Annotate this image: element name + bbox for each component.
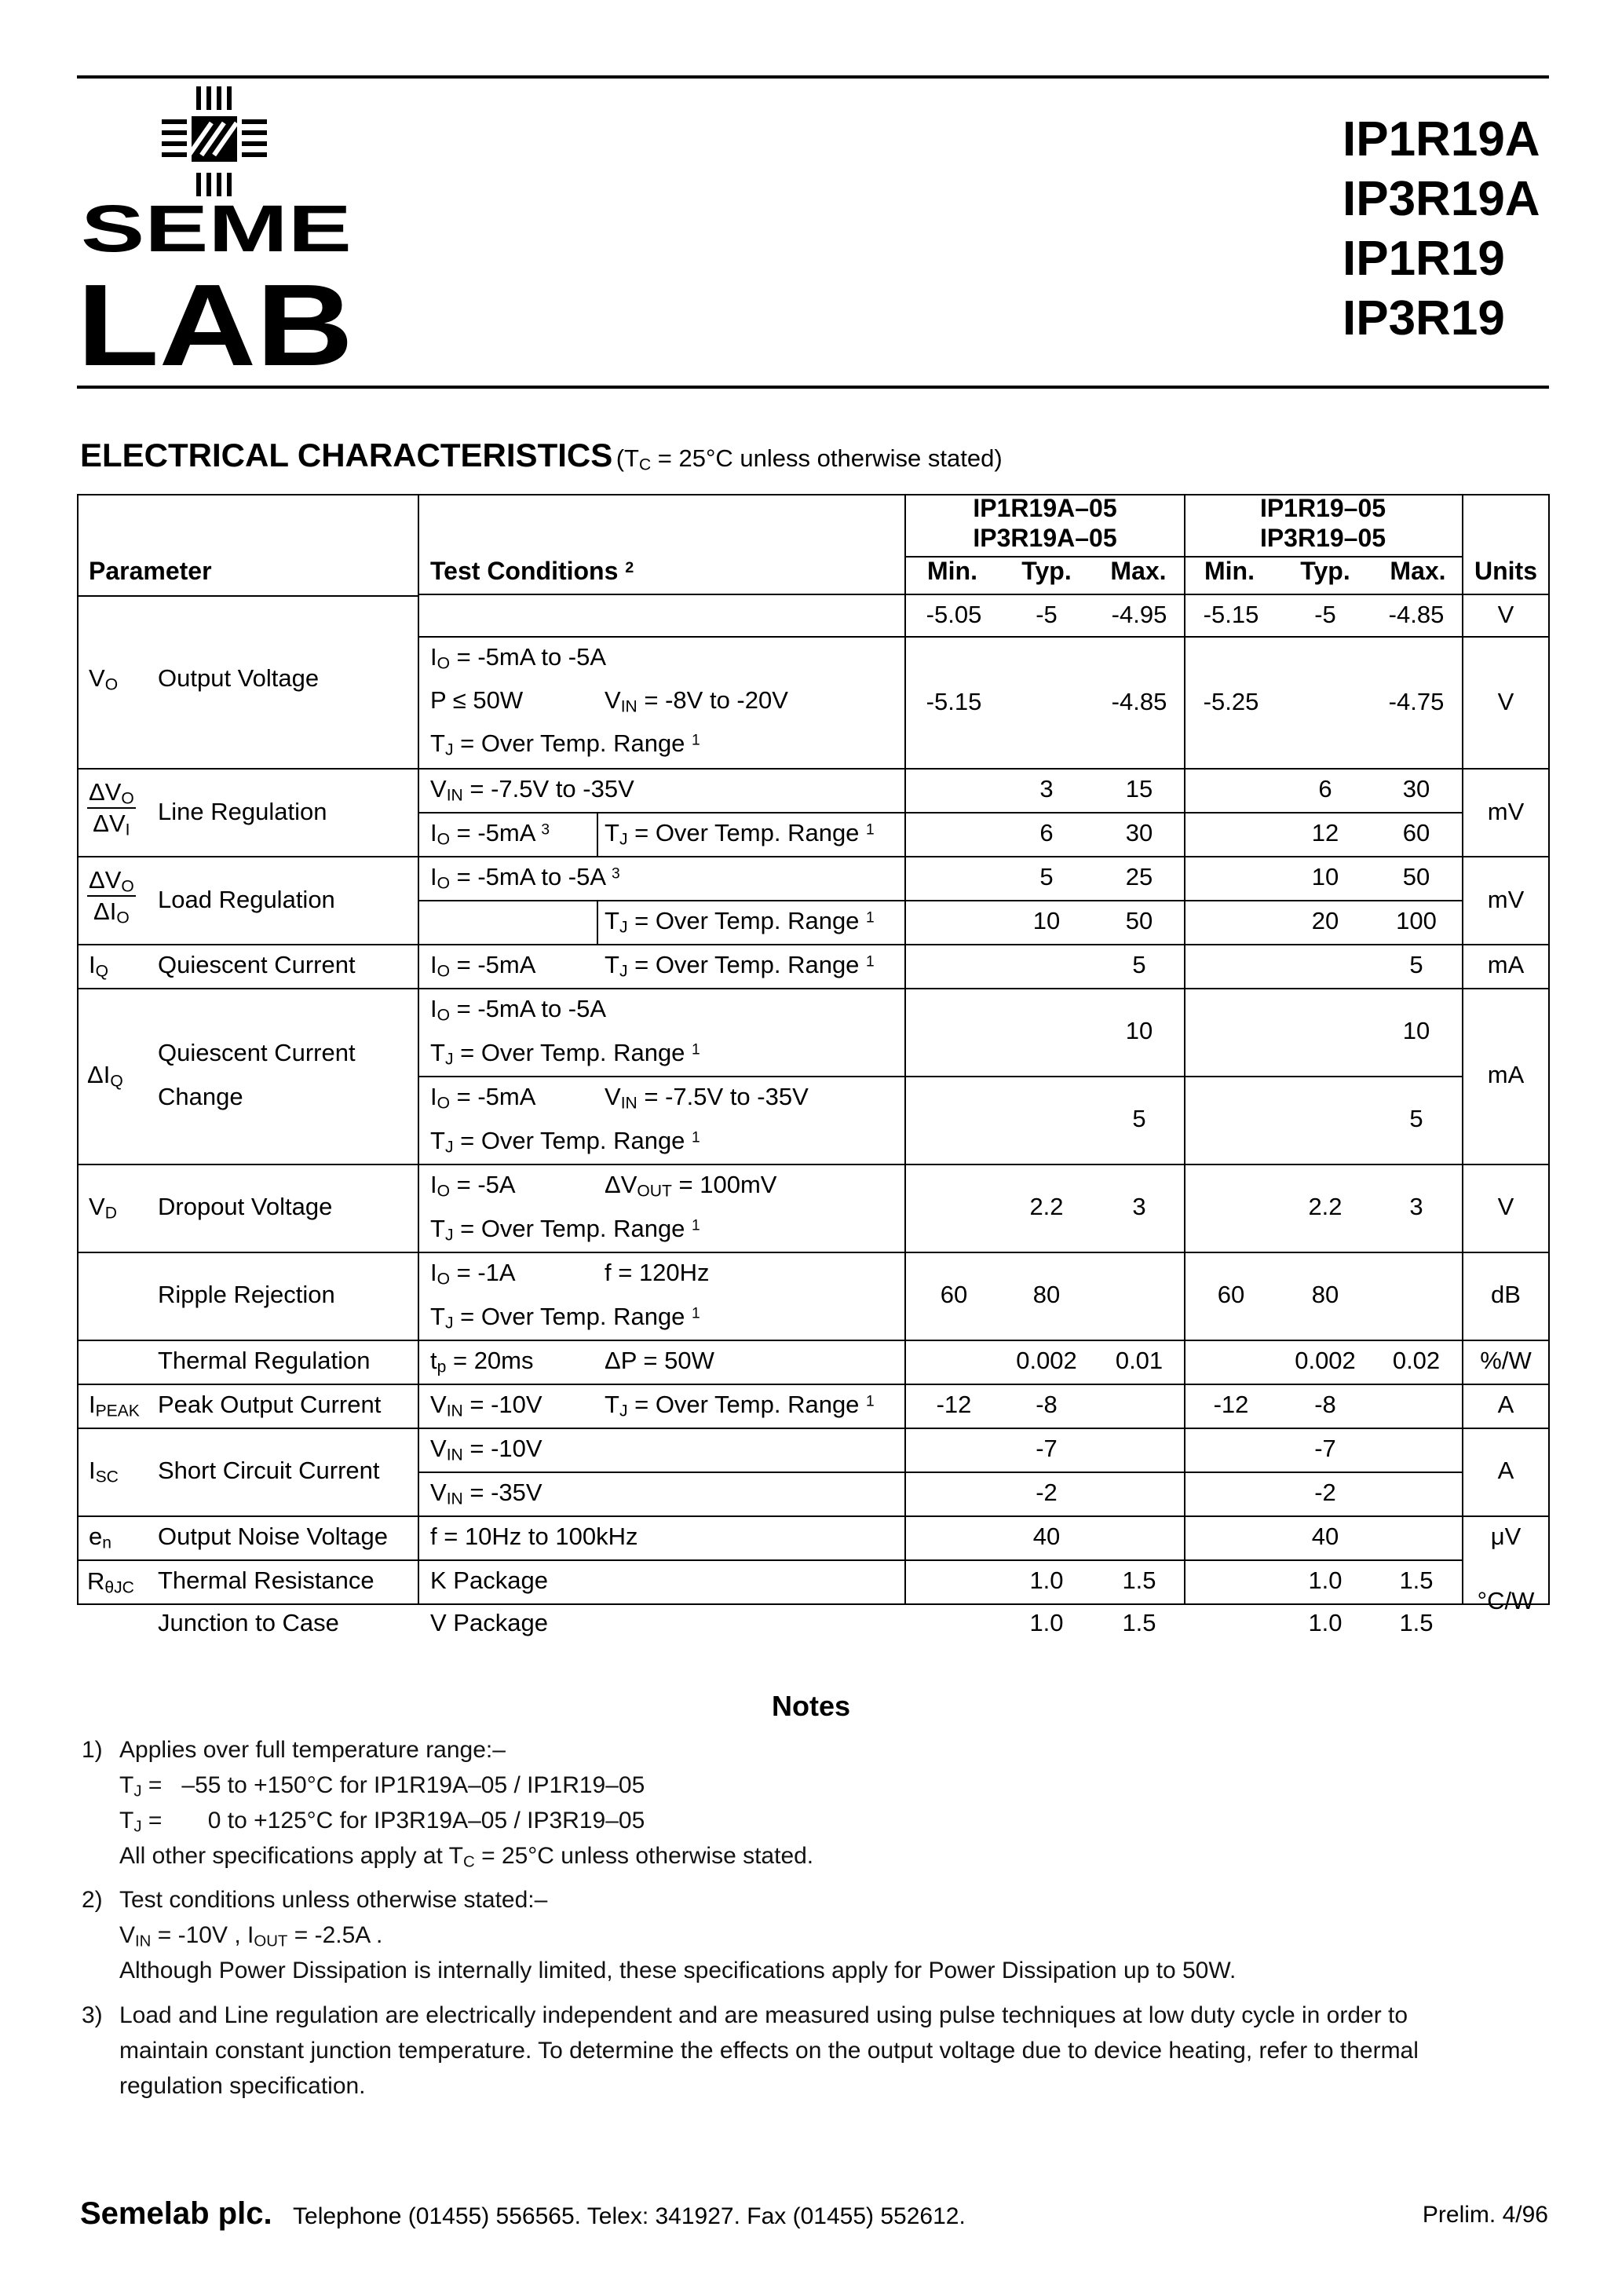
table-cell: 50 (1125, 907, 1153, 934)
header-test-conditions: Test Conditions $^2$ (430, 557, 634, 585)
table-cell: 1.5 (1399, 1609, 1434, 1636)
test-condition: $I_O = -5mA$ (430, 951, 536, 981)
table-cell: -7 (1314, 1435, 1336, 1462)
table-cell: -4.95 (1111, 601, 1167, 628)
test-condition: $T_J$ = Over Temp. Range $^1$ (430, 1215, 700, 1245)
table-rule (418, 636, 1550, 638)
table-cell: -2 (1036, 1479, 1058, 1506)
param-name: Short Circuit Current (158, 1457, 380, 1484)
table-rule (77, 1384, 1550, 1385)
note-1: 1) Applies over full temperature range:– $T_J = -55$ to +150°C for IP1R19A–05 / IP1R19–05 $T_J$ = 0 to +125°C for IP3R19A–05 / IP3R19–05 All other specifications apply at $T_C = 25^\circ C$ unless otherwise stated. (82, 1737, 814, 1871)
test-condition: $V_{IN} = -35V$ (430, 1479, 542, 1508)
semelab-logo (77, 86, 360, 377)
table-border-right (1548, 494, 1550, 1605)
param-name: Load Regulation (158, 886, 335, 913)
table-cell: 1.0 (1308, 1609, 1343, 1636)
contact-info: Telephone (01455) 556565. Telex: 341927. Fax (01455) 552612. (293, 2203, 966, 2229)
table-rule (77, 944, 1550, 945)
table-cell: -5.05 (926, 601, 982, 628)
param-name: Peak Output Current (158, 1391, 382, 1418)
table-cell: 5 (1039, 863, 1054, 890)
table-cell: 1.0 (1029, 1567, 1064, 1594)
table-cell: 80 (1311, 1281, 1339, 1308)
test-condition: V Package (430, 1609, 548, 1636)
header-parameter: Parameter (89, 557, 212, 585)
test-condition: $I_O = -5mA$ $^3$ (430, 819, 550, 849)
table-cell: -5.15 (926, 688, 982, 715)
table-cell: -5 (1314, 601, 1336, 628)
table-cell: 1.5 (1122, 1609, 1156, 1636)
param-name: Ripple Rejection (158, 1281, 335, 1308)
logo-mark-icon (162, 86, 267, 196)
table-rule (418, 1076, 1462, 1077)
header-min: Min. (1204, 557, 1255, 585)
table-cell: -12 (936, 1391, 972, 1418)
table-rule (1184, 494, 1185, 1605)
table-cell: -2 (1314, 1479, 1336, 1506)
table-cell: -5 (1036, 601, 1058, 628)
table-cell: 40 (1032, 1523, 1061, 1550)
param-name: Junction to Case (158, 1609, 339, 1636)
table-cell: 60 (1217, 1281, 1245, 1308)
logo-text-lab: LAB (77, 261, 354, 377)
test-condition: $T_J$ = Over Temp. Range $^1$ (430, 1127, 700, 1157)
section-heading: ELECTRICAL CHARACTERISTICS (80, 437, 613, 473)
table-rule (904, 494, 906, 1605)
test-condition: $V_{IN} = -7.5V$ to -35V (605, 1083, 809, 1113)
table-cell: 20 (1311, 907, 1339, 934)
param-symbol: $\frac{\Delta V_O}{\Delta V_I}$ (89, 778, 134, 839)
header-typ: Typ. (1021, 557, 1072, 585)
test-condition: $I_O = -5mA$ to -5A $^3$ (430, 863, 620, 893)
part-number: IP1R19 (1343, 232, 1505, 286)
table-rule (418, 594, 1550, 595)
table-cell: °C/W (1477, 1587, 1535, 1614)
header-units: Units (1474, 557, 1537, 585)
table-cell: 0.002 (1295, 1347, 1356, 1374)
notes-title: Notes (771, 1690, 851, 1722)
table-cell: 40 (1311, 1523, 1339, 1550)
table-rule (77, 856, 1550, 857)
param-name: Output Voltage (158, 664, 320, 692)
part-number: IP3R19A (1343, 172, 1540, 226)
table-cell: 3 (1132, 1193, 1146, 1220)
logo-text-seme: SEME (81, 192, 352, 265)
test-condition: $T_J$ = Over Temp. Range $^1$ (605, 819, 875, 849)
table-rule (597, 812, 598, 856)
header-typ: Typ. (1300, 557, 1350, 585)
header-group1-line2: IP3R19A–05 (973, 524, 1117, 552)
param-symbol: $e_n$ (89, 1523, 111, 1552)
table-cell: -4.85 (1388, 601, 1445, 628)
table-rule (77, 1252, 1550, 1253)
table-cell: -5.25 (1203, 688, 1259, 715)
part-numbers (1343, 110, 1540, 349)
table-cell: 1.0 (1029, 1609, 1064, 1636)
table-cell: 10 (1125, 1017, 1153, 1044)
param-symbol: $I_Q$ (89, 951, 109, 981)
test-condition: $V_{IN} = -8V$ to -20V (605, 686, 788, 716)
test-condition: $I_O = -1A$ (430, 1259, 516, 1289)
header-bottom-rule (77, 386, 1549, 389)
test-condition: $I_O = -5mA$ to -5A (430, 995, 607, 1025)
table-cell: 80 (1032, 1281, 1061, 1308)
table-cell: 60 (940, 1281, 968, 1308)
header-group2-line1: IP1R19–05 (1259, 494, 1386, 522)
test-condition: f = 10Hz to 100kHz (430, 1523, 638, 1550)
table-cell: 100 (1396, 907, 1437, 934)
test-condition: $T_J$ = Over Temp. Range $^1$ (430, 1039, 700, 1069)
table-cell: -8 (1036, 1391, 1058, 1418)
test-condition: $V_{IN} = -10V$ (430, 1435, 542, 1464)
table-cell: 1.5 (1122, 1567, 1156, 1594)
param-symbol: $V_D$ (89, 1193, 117, 1223)
table-cell: 5 (1409, 951, 1423, 978)
header-group1-line1: IP1R19A–05 (973, 494, 1117, 522)
table-cell: 10 (1032, 907, 1061, 934)
table-cell: V (1497, 1193, 1514, 1220)
table-cell: -7 (1036, 1435, 1058, 1462)
test-condition: $V_{IN} = -7.5V$ to -35V (430, 775, 634, 805)
table-cell: 3 (1039, 775, 1054, 803)
table-cell: 5 (1409, 1105, 1423, 1132)
table-cell: 12 (1311, 819, 1339, 846)
document-revision: Prelim. 4/96 (1422, 2202, 1548, 2228)
header-group2-line2: IP3R19–05 (1259, 524, 1386, 552)
param-name: Thermal Resistance (158, 1567, 374, 1594)
table-cell: 2.2 (1308, 1193, 1343, 1220)
table-cell: 5 (1132, 1105, 1146, 1132)
table-cell: 0.02 (1392, 1347, 1441, 1374)
table-rule (77, 988, 1550, 989)
param-symbol: $\Delta I_Q$ (87, 1061, 123, 1091)
company-name: Semelab plc. (80, 2196, 272, 2231)
test-condition: $T_J$ = Over Temp. Range $^1$ (430, 729, 700, 759)
table-cell: mV (1487, 798, 1525, 825)
param-symbol: $\frac{\Delta V_O}{\Delta I_O}$ (89, 866, 134, 927)
table-rule (77, 1164, 1550, 1165)
table-rule (77, 1515, 1550, 1517)
table-rule (904, 556, 1462, 558)
table-cell: 1.0 (1308, 1567, 1343, 1594)
table-cell: -4.75 (1388, 688, 1445, 715)
table-border-bottom (77, 1603, 1550, 1605)
part-number: IP3R19 (1343, 291, 1505, 345)
table-cell: -12 (1213, 1391, 1249, 1418)
table-cell: 10 (1402, 1017, 1430, 1044)
table-rule (77, 768, 1550, 770)
test-condition: f = 120Hz (605, 1259, 710, 1286)
param-name: Line Regulation (158, 798, 327, 825)
table-rule (418, 812, 1462, 813)
table-cell: -5.15 (1203, 601, 1259, 628)
table-cell: 50 (1402, 863, 1430, 890)
table-cell: 0.002 (1016, 1347, 1077, 1374)
table-cell: 3 (1409, 1193, 1423, 1220)
table-rule (77, 595, 418, 597)
table-cell: mA (1487, 951, 1525, 978)
param-name: Change (158, 1083, 243, 1110)
table-rule (597, 900, 598, 944)
table-rule (1462, 494, 1463, 1605)
table-cell: 30 (1402, 775, 1430, 803)
test-condition: K Package (430, 1567, 548, 1594)
part-number: IP1R19A (1343, 112, 1540, 166)
table-cell: dB (1491, 1281, 1521, 1308)
test-condition: $V_{IN} = -10V$ (430, 1391, 542, 1420)
table-cell: A (1497, 1391, 1514, 1418)
table-cell: 2.2 (1029, 1193, 1064, 1220)
param-name: Quiescent Current (158, 1039, 356, 1066)
table-rule (418, 494, 419, 1605)
table-rule (77, 1428, 1550, 1429)
param-symbol: $I_{PEAK}$ (89, 1391, 140, 1420)
header-top-rule (77, 75, 1549, 79)
param-symbol: $R_{\theta JC}$ (87, 1567, 134, 1597)
electrical-characteristics-table (77, 494, 1550, 1642)
table-border-left (77, 494, 79, 1605)
header-max: Max. (1110, 557, 1167, 585)
table-cell: 25 (1125, 863, 1153, 890)
param-symbol: $V_O$ (89, 664, 119, 694)
table-cell: mA (1487, 1061, 1525, 1088)
table-cell: -8 (1314, 1391, 1336, 1418)
table-cell: μV (1490, 1523, 1522, 1550)
section-title (80, 437, 1003, 474)
section-conditions: ($T_C = 25^\circ C$ unless otherwise stated) (616, 444, 1003, 474)
test-condition: $t_p = 20ms$ (430, 1347, 534, 1377)
param-name: Thermal Regulation (158, 1347, 371, 1374)
table-rule (418, 900, 1462, 901)
table-cell: mV (1487, 886, 1525, 913)
footer (80, 2196, 966, 2232)
param-name: Dropout Voltage (158, 1193, 333, 1220)
note-3: 3) Load and Line regulation are electrically independent and are measured using pulse techniques at low duty cycle in order to maintain constant junction temperature. To determine the effects on the output voltage due to device heating, refer to thermal regulation specification. (82, 2002, 1419, 2099)
test-condition: $I_O = -5mA$ (430, 1083, 536, 1113)
header-max: Max. (1390, 557, 1446, 585)
test-condition: $I_O = -5A$ (430, 1171, 516, 1201)
test-condition: ΔP = 50W (605, 1347, 714, 1374)
table-rule (77, 1340, 1550, 1341)
table-cell: 0.01 (1115, 1347, 1164, 1374)
test-condition: $T_J$ = Over Temp. Range $^1$ (605, 907, 875, 937)
test-condition: $\Delta V_{OUT} = 100mV$ (605, 1171, 777, 1201)
note-2: 2) Test conditions unless otherwise stated:– $V_{IN} = -10V$ , $I_{OUT} = -2.5A$ . Although Power Dissipation is internally limited, these specifications apply for Power Dissipation up to 50W. (82, 1887, 1237, 1983)
param-name: Quiescent Current (158, 951, 356, 978)
table-cell: -4.85 (1111, 688, 1167, 715)
table-cell: 5 (1132, 951, 1146, 978)
table-cell: 60 (1402, 819, 1430, 846)
test-condition: $I_O = -5mA$ to -5A (430, 643, 607, 673)
table-cell: 15 (1125, 775, 1153, 803)
table-cell: V (1497, 688, 1514, 715)
table-cell: %/W (1480, 1347, 1532, 1374)
param-symbol: $I_{SC}$ (89, 1457, 119, 1486)
table-cell: A (1497, 1457, 1514, 1484)
table-cell: V (1497, 601, 1514, 628)
param-name: Output Noise Voltage (158, 1523, 388, 1550)
table-cell: 10 (1311, 863, 1339, 890)
header-min: Min. (927, 557, 977, 585)
table-rule (418, 1472, 1462, 1473)
table-cell: 6 (1039, 819, 1054, 846)
table-rule (77, 1559, 1462, 1561)
table-cell: 30 (1125, 819, 1153, 846)
test-condition: $T_J$ = Over Temp. Range $^1$ (430, 1303, 700, 1333)
table-cell: 1.5 (1399, 1567, 1434, 1594)
table-cell: 6 (1318, 775, 1332, 803)
test-condition: $T_J$ = Over Temp. Range $^1$ (605, 1391, 875, 1420)
test-condition: P ≤ 50W (430, 686, 524, 714)
test-condition: $T_J$ = Over Temp. Range $^1$ (605, 951, 875, 981)
